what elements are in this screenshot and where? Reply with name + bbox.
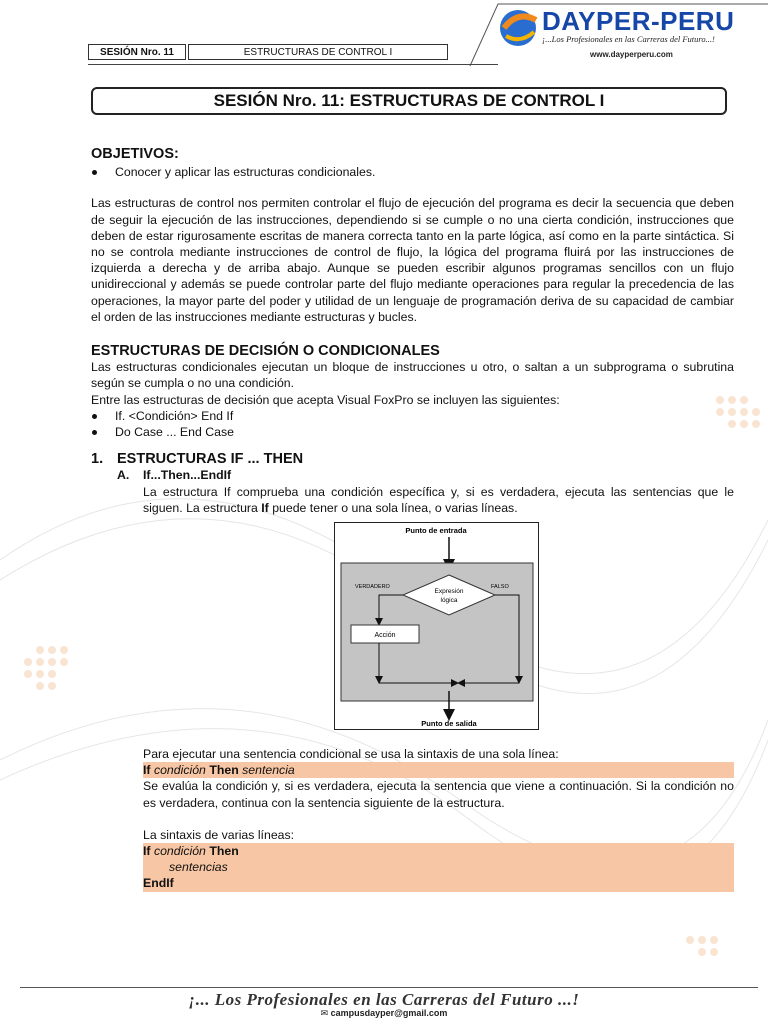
text-run: puede tener o una sola línea, o varias líneas. <box>268 500 518 515</box>
flow-false-label: FALSO <box>491 584 509 591</box>
footer-email-text: campusdayper@gmail.com <box>330 1008 448 1018</box>
flow-decision-line2: lógica <box>440 597 458 605</box>
single-line-code <box>143 762 734 778</box>
single-line-intro: Para ejecutar una sentencia condicional se usa la sintaxis de una sola línea: <box>143 747 559 762</box>
footer-email <box>0 1008 768 1019</box>
decision-paragraph-2: Entre las estructuras de decisión que acepta Visual FoxPro se incluyen las siguientes: <box>91 392 560 407</box>
logo-tagline: ¡...Los Profesionales en las Carreras del Futuro...! <box>542 34 715 44</box>
objetivos-list <box>91 164 734 180</box>
decision-paragraph-1: Las estructuras condicionales ejecutan un bloque de instrucciones u otro, o saltan a un subprograma o subrutina según se cumpla o no una condición. <box>91 360 734 391</box>
text-run-bold: If <box>261 500 269 515</box>
section-number: 1. <box>91 451 104 468</box>
logo <box>490 0 768 70</box>
single-line-explanation: Se evalúa la condición y, si es verdadera, ejecuta la sentencia que viene a continuación. Si la condición no es verdadera, continua con la sentencia siguiente de la estructura. <box>143 779 734 810</box>
code-line <box>143 843 734 859</box>
footer-slogan: ¡... Los Profesionales en las Carreras del Futuro ...! <box>188 990 580 1009</box>
section-1-heading <box>91 451 734 467</box>
code-placeholder: sentencia <box>242 763 295 778</box>
code-placeholder: condición <box>153 844 206 859</box>
subsection-a-heading <box>117 467 734 483</box>
decision-list <box>91 408 734 440</box>
flow-true-label: VERDADERO <box>355 584 390 591</box>
subsection-title: If...Then...EndIf <box>143 468 232 483</box>
page-title: SESIÓN Nro. 11: ESTRUCTURAS DE CONTROL I <box>91 87 727 115</box>
code-placeholder: condición <box>153 763 206 778</box>
header-rule <box>88 64 498 65</box>
single-line-section <box>143 746 734 892</box>
if-flowchart <box>334 522 539 730</box>
logo-title: DAYPER-PERU <box>542 6 735 36</box>
code-keyword: If <box>143 763 151 778</box>
list-item: Conocer y aplicar las estructuras condicionales. <box>91 164 734 180</box>
if-description <box>143 484 734 516</box>
list-item: If. <Condición> End If <box>91 408 734 424</box>
decision-heading: ESTRUCTURAS DE DECISIÓN O CONDICIONALES <box>91 343 440 360</box>
flow-exit-label: Punto de salida <box>421 719 477 729</box>
objetivos-heading: OBJETIVOS: <box>91 146 179 162</box>
multi-line-intro: La sintaxis de varias líneas: <box>143 827 295 842</box>
mail-icon: ✉ <box>320 1008 331 1018</box>
intro-paragraph: Las estructuras de control nos permiten controlar el flujo de ejecución del programa es decir la secuencia que deben de seguir la ejecución de las instrucciones, dependiendo si se cumple o no una cierta condición, instrucciones que deben de estar rigurosamente escritas de manera correcta tanto en la parte lógica, así como en la parte sintáctica. Si no se controla mediante instrucciones de control de flujo, la lógica del programa fluirá por las instrucciones de izquierda a derecha y de arriba abajo. Aunque se pueden escribir algunos programas sencillos con un flujo unidireccional y además se puede controlar parte del flujo mediante operaciones para regular la precedencia de las operaciones, la mayor parte del poder y utilidad de un lenguaje de programación deriva de su capacidad de cambiar el orden de las instrucciones mediante estructuras y bucles. <box>91 196 734 324</box>
text-run: La estructura If comprueba una condición específica y, si es verdadera, ejecuta las sentencias que le siguen. La estructura <box>143 484 734 515</box>
globe-icon <box>496 6 546 50</box>
code-line <box>143 875 734 891</box>
code-placeholder: sentencias <box>169 860 228 875</box>
multi-line-code <box>143 843 734 892</box>
flow-entry-label: Punto de entrada <box>405 526 467 536</box>
section-title: ESTRUCTURAS IF ... THEN <box>117 451 304 468</box>
code-keyword: Then <box>209 763 239 778</box>
logo-website: www.dayperperu.com <box>590 50 673 59</box>
code-keyword: EndIf <box>143 876 174 891</box>
subsection-letter: A. <box>117 468 130 483</box>
flowchart-diagram <box>335 523 538 729</box>
code-keyword: If <box>143 844 151 859</box>
flow-decision-line1: Expresión <box>434 588 464 596</box>
code-keyword: Then <box>209 844 239 859</box>
flow-action-label: Acción <box>374 632 396 640</box>
header-session: SESIÓN Nro. 11 <box>88 44 186 60</box>
code-line <box>143 859 734 875</box>
footer-rule <box>20 987 758 988</box>
header-topic: ESTRUCTURAS DE CONTROL I <box>188 44 448 60</box>
main-content <box>91 146 734 892</box>
list-item: Do Case ... End Case <box>91 424 734 440</box>
